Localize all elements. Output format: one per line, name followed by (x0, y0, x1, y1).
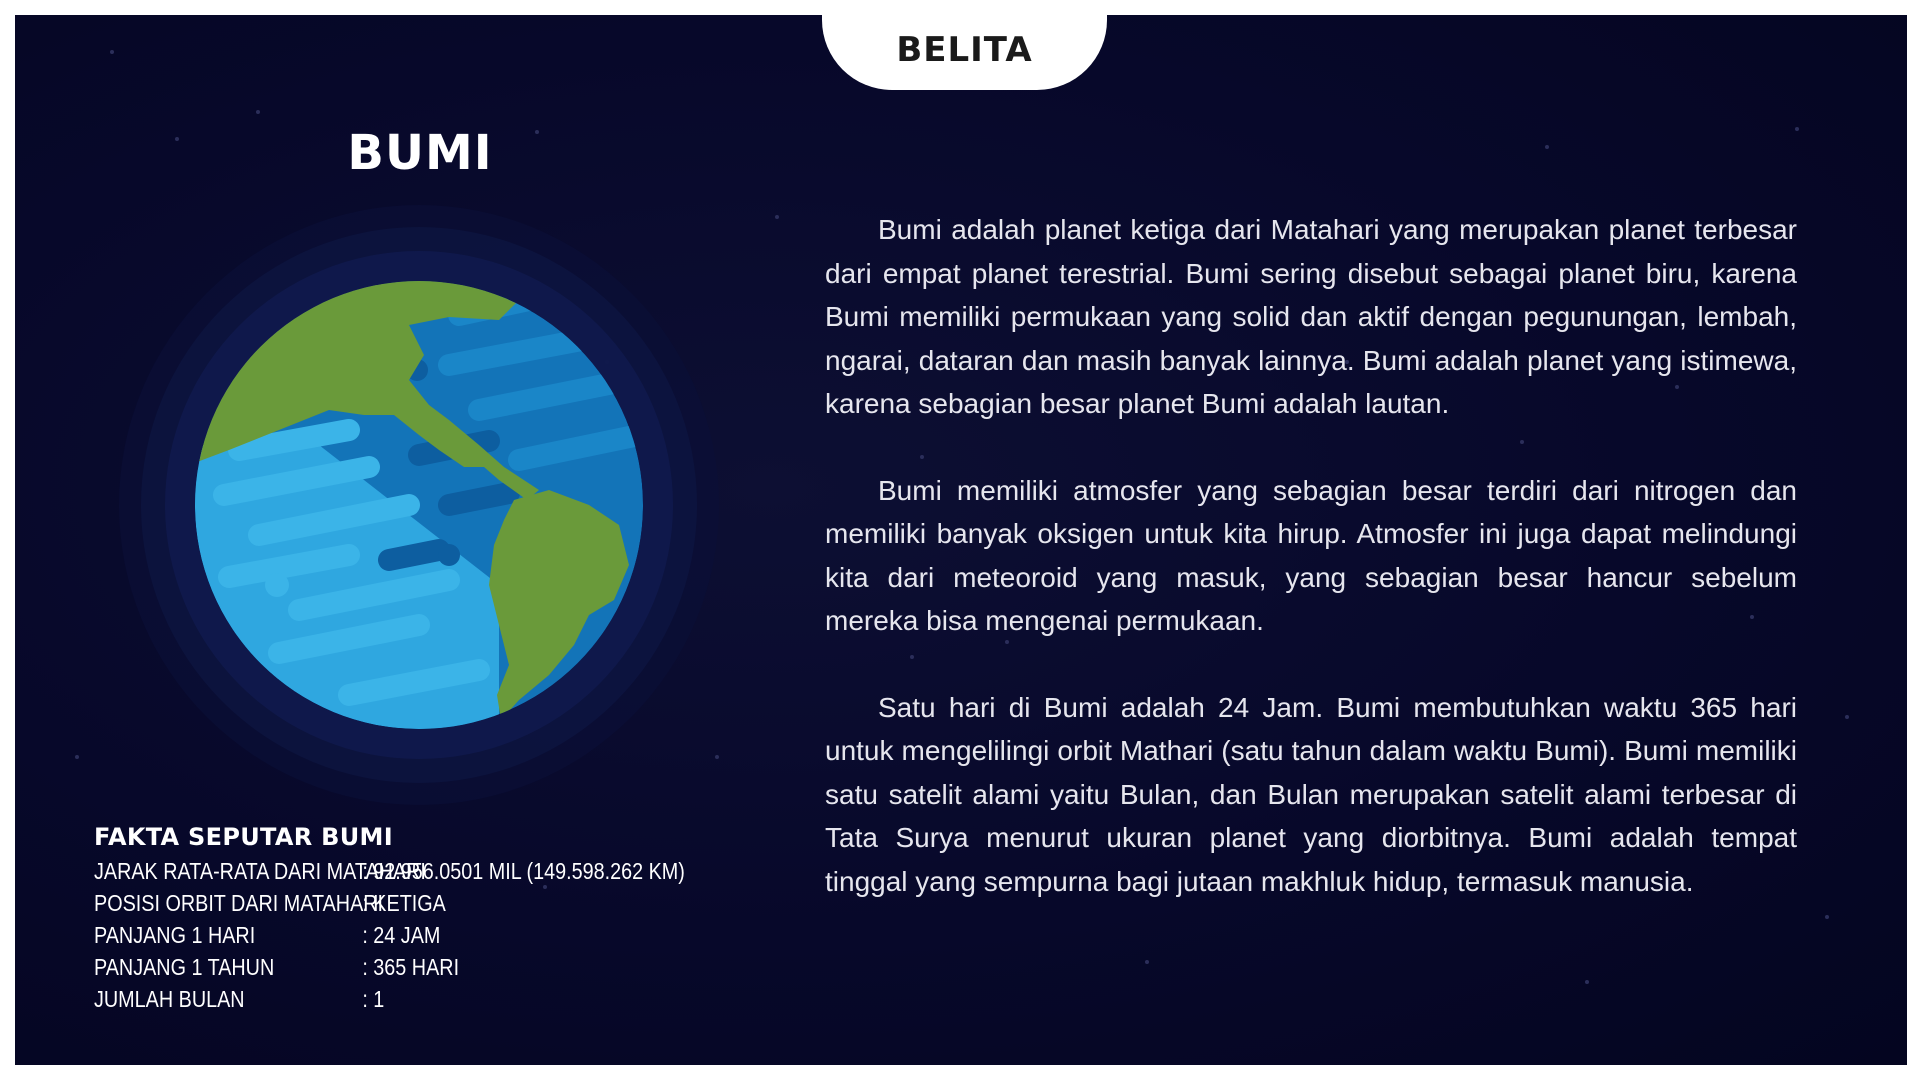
description-paragraph: Satu hari di Bumi adalah 24 Jam. Bumi membutuhkan waktu 365 hari untuk mengelilingi orbit Mathari (satu tahun dalam waktu Bumi). Bumi memiliki satu satelit alami yaitu Bulan, dan Bulan merupakan satelit alami terbesar di Tata Surya menurut ukuran planet yang diorbitnya. Bumi adalah tempat tinggal yang sempurna bagi jutaan makhluk hidup, termasuk manusia. (825, 691, 1797, 897)
description-paragraph: Bumi memiliki atmosfer yang sebagian besar terdiri dari nitrogen dan memiliki banyak oksigen untuk kita hirup. Atmosfer ini juga dapat melindungi kita dari meteoroid yang masuk, yang sebagian besar hancur sebelum mereka bisa mengenai permukaan. (825, 474, 1797, 636)
fact-row (94, 887, 685, 919)
fact-row (94, 983, 685, 1015)
slide (15, 15, 1907, 1065)
fact-label: POSISI ORBIT DARI MATAHARI (94, 889, 384, 916)
fact-value: : KETIGA (362, 889, 446, 916)
fact-value: : 92.956.0501 MIL (149.598.262 KM) (362, 857, 685, 884)
description-paragraph: Bumi adalah planet ketiga dari Matahari yang merupakan planet terbesar dari empat planet terestrial. Bumi sering disebut sebagai planet biru, karena Bumi memiliki permukaan yang solid dan aktif dengan pegunungan, lembah, ngarai, dataran dan masih banyak lainnya. Bumi adalah planet yang istimewa, karena sebagian besar planet Bumi adalah lautan. (825, 214, 1797, 419)
fact-value: : 365 HARI (362, 953, 460, 980)
planet-description (825, 208, 1797, 946)
fact-value: : 1 (362, 985, 385, 1012)
brand-tab (822, 15, 1107, 90)
planet-title: BUMI (347, 125, 493, 181)
fact-label: PANJANG 1 HARI (94, 921, 256, 948)
fact-row (94, 919, 685, 951)
fact-label: JARAK RATA-RATA DARI MATAHARI (94, 857, 426, 884)
fact-row (94, 951, 685, 983)
fact-value: : 24 JAM (362, 921, 441, 948)
fact-row (94, 855, 685, 887)
fact-label: JUMLAH BULAN (94, 985, 245, 1012)
fact-label: PANJANG 1 TAHUN (94, 953, 275, 980)
brand-logo: BELITA (896, 30, 1033, 70)
facts-title: FAKTA SEPUTAR BUMI (94, 823, 393, 851)
earth-icon (119, 205, 719, 805)
facts-panel (94, 823, 781, 1015)
